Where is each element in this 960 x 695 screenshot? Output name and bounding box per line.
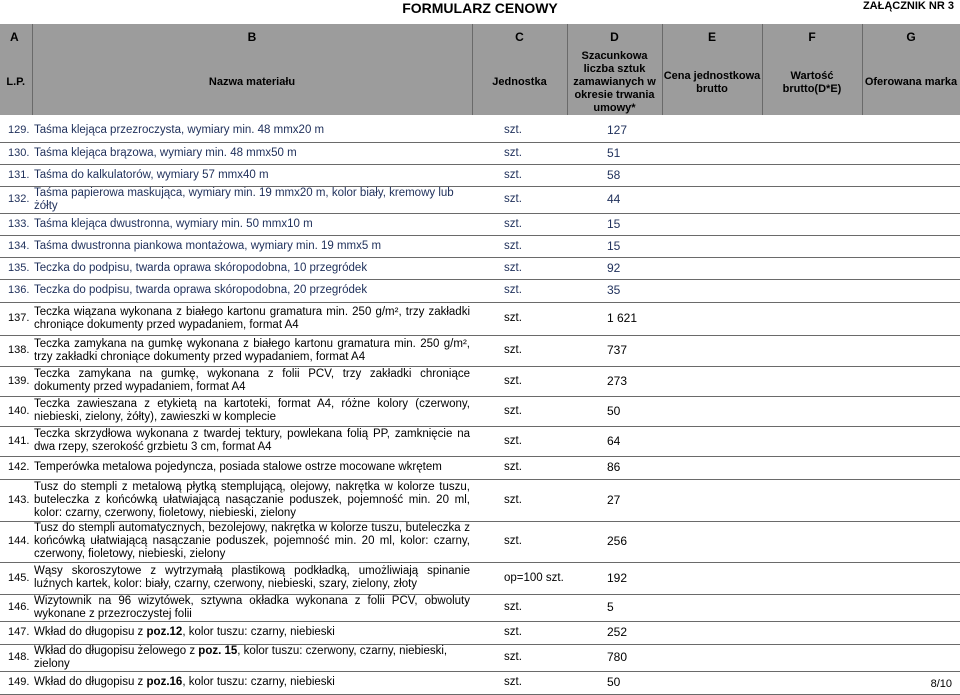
row-unit: szt. bbox=[472, 186, 567, 213]
row-lp: 130. bbox=[0, 142, 32, 164]
row-offered-brand[interactable] bbox=[862, 257, 960, 279]
row-unit: szt. bbox=[472, 621, 567, 644]
row-offered-brand[interactable] bbox=[862, 479, 960, 521]
row-gross-value[interactable] bbox=[762, 644, 862, 671]
row-offered-brand[interactable] bbox=[862, 279, 960, 302]
row-material-name: Wąsy skoroszytowe z wytrzymałą plastikową podkładką, umożliwiają spinanie luźnych kartek, kolor: biały, czarny, czerwony, niebieski, szary, zielony, złoty bbox=[32, 562, 472, 594]
row-offered-brand[interactable] bbox=[862, 164, 960, 186]
row-estimated-qty: 252 bbox=[567, 621, 662, 644]
row-estimated-qty: 92 bbox=[567, 257, 662, 279]
row-unit-price[interactable] bbox=[662, 335, 762, 366]
row-unit: szt. bbox=[472, 235, 567, 257]
table-row bbox=[0, 213, 960, 235]
col-letter-e: E bbox=[662, 24, 762, 50]
table-row bbox=[0, 142, 960, 164]
row-estimated-qty: 58 bbox=[567, 164, 662, 186]
row-unit-price[interactable] bbox=[662, 521, 762, 562]
row-offered-brand[interactable] bbox=[862, 120, 960, 142]
row-unit-price[interactable] bbox=[662, 186, 762, 213]
row-material-name: Taśma do kalkulatorów, wymiary 57 mmx40 m bbox=[32, 164, 472, 186]
row-unit: szt. bbox=[472, 213, 567, 235]
row-lp: 144. bbox=[0, 521, 32, 562]
table-row bbox=[0, 186, 960, 213]
table-row bbox=[0, 479, 960, 521]
col-header-gross-value: Wartość brutto(D*E) bbox=[762, 50, 862, 115]
row-unit: szt. bbox=[472, 120, 567, 142]
row-unit-price[interactable] bbox=[662, 671, 762, 694]
row-unit: szt. bbox=[472, 521, 567, 562]
position-reference: poz. 15 bbox=[198, 644, 238, 657]
row-material-name: Teczka wiązana wykonana z białego kartonu gramatura min. 250 g/m², trzy zakładki chroniące dokumenty przed wypadaniem, format A4 bbox=[32, 302, 472, 335]
table-row bbox=[0, 671, 960, 694]
row-material-name: Teczka do podpisu, twarda oprawa skóropodobna, 10 przegródek bbox=[32, 257, 472, 279]
row-material-name: Tusz do stempli z metalową płytką stemplującą, olejowy, nakrętka w kolorze tuszu, buteleczka z końcówką ułatwiającą nasączanie poduszek, pojemność min. 20 ml, kolor: czarny, czerwony, fioletowy, niebieski, zielony bbox=[32, 479, 472, 521]
row-unit-price[interactable] bbox=[662, 644, 762, 671]
col-header-name: Nazwa materiału bbox=[32, 50, 472, 115]
name-part: , kolor tuszu: czarny, niebieski bbox=[182, 676, 335, 688]
row-lp: 139. bbox=[0, 366, 32, 396]
table-row bbox=[0, 521, 960, 562]
row-unit: szt. bbox=[472, 456, 567, 479]
row-lp: 147. bbox=[0, 621, 32, 644]
row-gross-value[interactable] bbox=[762, 562, 862, 594]
column-letters-row bbox=[0, 24, 960, 50]
row-lp: 141. bbox=[0, 426, 32, 456]
row-offered-brand[interactable] bbox=[862, 621, 960, 644]
row-gross-value[interactable] bbox=[762, 671, 862, 694]
name-part: , kolor tuszu: czarny, niebieski bbox=[182, 626, 335, 638]
table-row bbox=[0, 257, 960, 279]
row-unit-price[interactable] bbox=[662, 120, 762, 142]
row-offered-brand[interactable] bbox=[862, 456, 960, 479]
row-lp: 140. bbox=[0, 396, 32, 426]
col-letter-d: D bbox=[567, 24, 662, 50]
row-gross-value[interactable] bbox=[762, 426, 862, 456]
row-unit: szt. bbox=[472, 335, 567, 366]
row-gross-value[interactable] bbox=[762, 479, 862, 521]
row-estimated-qty: 780 bbox=[567, 644, 662, 671]
row-unit: szt. bbox=[472, 142, 567, 164]
row-estimated-qty: 50 bbox=[567, 671, 662, 694]
row-unit: szt. bbox=[472, 279, 567, 302]
row-offered-brand[interactable] bbox=[862, 142, 960, 164]
row-gross-value[interactable] bbox=[762, 164, 862, 186]
row-estimated-qty: 5 bbox=[567, 594, 662, 621]
row-unit-price[interactable] bbox=[662, 213, 762, 235]
row-estimated-qty: 64 bbox=[567, 426, 662, 456]
row-gross-value[interactable] bbox=[762, 456, 862, 479]
row-estimated-qty: 127 bbox=[567, 120, 662, 142]
row-estimated-qty: 27 bbox=[567, 479, 662, 521]
row-material-name: Temperówka metalowa pojedyncza, posiada stalowe ostrze mocowane wkrętem bbox=[32, 456, 472, 479]
row-offered-brand[interactable] bbox=[862, 186, 960, 213]
table-row bbox=[0, 335, 960, 366]
row-estimated-qty: 1 621 bbox=[567, 302, 662, 335]
col-header-lp: L.P. bbox=[0, 50, 32, 115]
row-gross-value[interactable] bbox=[762, 302, 862, 335]
row-estimated-qty: 51 bbox=[567, 142, 662, 164]
row-unit: szt. bbox=[472, 671, 567, 694]
table-row bbox=[0, 644, 960, 671]
row-lp: 133. bbox=[0, 213, 32, 235]
row-estimated-qty: 737 bbox=[567, 335, 662, 366]
row-unit: szt. bbox=[472, 164, 567, 186]
position-reference: poz.12 bbox=[146, 626, 183, 638]
row-gross-value[interactable] bbox=[762, 213, 862, 235]
row-unit-price[interactable] bbox=[662, 621, 762, 644]
row-unit: szt. bbox=[472, 396, 567, 426]
row-unit-price[interactable] bbox=[662, 594, 762, 621]
row-material-name bbox=[32, 671, 472, 694]
row-estimated-qty: 256 bbox=[567, 521, 662, 562]
row-material-name: Teczka skrzydłowa wykonana z twardej tektury, powlekana folią PP, zamknięcie na dwa rzepy, szerokość grzbietu 3 cm, format A4 bbox=[32, 426, 472, 456]
row-estimated-qty: 15 bbox=[567, 235, 662, 257]
row-unit: szt. bbox=[472, 257, 567, 279]
row-unit-price[interactable] bbox=[662, 456, 762, 479]
row-unit: szt. bbox=[472, 366, 567, 396]
row-lp: 146. bbox=[0, 594, 32, 621]
row-gross-value[interactable] bbox=[762, 186, 862, 213]
row-gross-value[interactable] bbox=[762, 521, 862, 562]
row-unit-price[interactable] bbox=[662, 479, 762, 521]
row-material-name: Wizytownik na 96 wizytówek, sztywna okładka wykonana z folii PCV, obwoluty wykonane z przezroczystej folii bbox=[34, 594, 470, 620]
row-unit-price[interactable] bbox=[662, 562, 762, 594]
row-offered-brand[interactable] bbox=[862, 335, 960, 366]
column-names-row bbox=[0, 50, 960, 115]
table-row bbox=[0, 235, 960, 257]
row-unit-price[interactable] bbox=[662, 396, 762, 426]
row-estimated-qty: 192 bbox=[567, 562, 662, 594]
row-offered-brand[interactable] bbox=[862, 213, 960, 235]
row-lp: 142. bbox=[0, 456, 32, 479]
row-gross-value[interactable] bbox=[762, 279, 862, 302]
price-form-table bbox=[0, 24, 960, 695]
table-body bbox=[0, 120, 960, 694]
row-offered-brand[interactable] bbox=[862, 426, 960, 456]
row-lp: 138. bbox=[0, 335, 32, 366]
row-offered-brand[interactable] bbox=[862, 396, 960, 426]
row-lp: 131. bbox=[0, 164, 32, 186]
row-lp: 129. bbox=[0, 120, 32, 142]
table-row bbox=[0, 366, 960, 396]
row-material-name: Taśma klejąca przezroczysta, wymiary min. 48 mmx20 m bbox=[32, 120, 472, 142]
col-letter-g: G bbox=[862, 24, 960, 50]
row-unit-price[interactable] bbox=[662, 302, 762, 335]
page-number: 8/10 bbox=[930, 678, 952, 690]
col-header-unit-price: Cena jednostkowa brutto bbox=[662, 50, 762, 115]
table-row bbox=[0, 279, 960, 302]
table-row bbox=[0, 426, 960, 456]
row-offered-brand[interactable] bbox=[862, 235, 960, 257]
row-unit: szt. bbox=[472, 302, 567, 335]
row-estimated-qty: 50 bbox=[567, 396, 662, 426]
row-lp: 132. bbox=[0, 186, 32, 213]
name-part: , kolor tuszu: czerwony, czarny, niebieski, zielony bbox=[34, 644, 448, 670]
row-estimated-qty: 86 bbox=[567, 456, 662, 479]
table-row bbox=[0, 594, 960, 621]
row-gross-value[interactable] bbox=[762, 257, 862, 279]
row-gross-value[interactable] bbox=[762, 235, 862, 257]
row-gross-value[interactable] bbox=[762, 396, 862, 426]
row-unit: szt. bbox=[472, 644, 567, 671]
row-material-name: Tusz do stempli automatycznych, bezolejowy, nakrętka w kolorze tuszu, buteleczka z końcówką ułatwiającą nasączanie poduszek, pojemność min. 20 ml, kolor: czarny, czerwony, fioletowy, niebieski, zielony bbox=[34, 522, 470, 560]
row-offered-brand[interactable] bbox=[862, 562, 960, 594]
row-lp: 145. bbox=[0, 562, 32, 594]
row-material-name: Taśma klejąca dwustronna, wymiary min. 50 mmx10 m bbox=[32, 213, 472, 235]
col-letter-b: B bbox=[32, 24, 472, 50]
col-header-estimated-qty: Szacunkowa liczba sztuk zamawianych w okresie trwania umowy* bbox=[567, 50, 662, 115]
row-estimated-qty: 273 bbox=[567, 366, 662, 396]
row-material-name: Taśma dwustronna piankowa montażowa, wymiary min. 19 mmx5 m bbox=[32, 235, 472, 257]
table-row bbox=[0, 164, 960, 186]
col-header-unit: Jednostka bbox=[472, 50, 567, 115]
row-material-name: Teczka zawieszana z etykietą na kartoteki, format A4, różne kolory (czerwony, niebieski, zielony, żółty), zawieszki w komplecie bbox=[32, 396, 472, 426]
table-row bbox=[0, 456, 960, 479]
row-unit: szt. bbox=[472, 479, 567, 521]
table-row bbox=[0, 120, 960, 142]
row-lp: 137. bbox=[0, 302, 32, 335]
row-unit: szt. bbox=[472, 594, 567, 621]
row-material-name: Teczka do podpisu, twarda oprawa skóropodobna, 20 przegródek bbox=[32, 279, 472, 302]
row-lp: 149. bbox=[0, 671, 32, 694]
row-gross-value[interactable] bbox=[762, 120, 862, 142]
row-unit-price[interactable] bbox=[662, 235, 762, 257]
row-offered-brand[interactable] bbox=[862, 366, 960, 396]
row-unit-price[interactable] bbox=[662, 426, 762, 456]
col-header-brand: Oferowana marka bbox=[862, 50, 960, 115]
row-offered-brand[interactable] bbox=[862, 302, 960, 335]
row-gross-value[interactable] bbox=[762, 594, 862, 621]
col-letter-f: F bbox=[762, 24, 862, 50]
name-part: Wkład do długopisu żelowego z bbox=[34, 644, 199, 657]
row-gross-value[interactable] bbox=[762, 335, 862, 366]
row-gross-value[interactable] bbox=[762, 621, 862, 644]
row-unit-price[interactable] bbox=[662, 142, 762, 164]
row-offered-brand[interactable] bbox=[862, 644, 960, 671]
table-row bbox=[0, 302, 960, 335]
name-part: Wkład do długopisu z bbox=[34, 676, 147, 688]
row-unit-price[interactable] bbox=[662, 279, 762, 302]
row-gross-value[interactable] bbox=[762, 142, 862, 164]
row-material-name bbox=[32, 644, 472, 671]
row-lp: 143. bbox=[0, 479, 32, 521]
row-material-name bbox=[32, 621, 472, 644]
row-lp: 148. bbox=[0, 644, 32, 671]
row-gross-value[interactable] bbox=[762, 366, 862, 396]
annex-label: ZAŁĄCZNIK NR 3 bbox=[862, 0, 954, 12]
row-material-name: Taśma papierowa maskująca, wymiary min. 19 mmx20 m, kolor biały, kremowy lub żółty bbox=[32, 186, 472, 213]
row-estimated-qty: 44 bbox=[567, 186, 662, 213]
row-estimated-qty: 15 bbox=[567, 213, 662, 235]
row-unit-price[interactable] bbox=[662, 366, 762, 396]
row-offered-brand[interactable] bbox=[862, 594, 960, 621]
row-unit-price[interactable] bbox=[662, 257, 762, 279]
form-title: FORMULARZ CENOWY bbox=[402, 0, 558, 16]
row-lp: 135. bbox=[0, 257, 32, 279]
row-unit: op=100 szt. bbox=[472, 562, 567, 594]
row-unit-price[interactable] bbox=[662, 164, 762, 186]
row-material-name: Teczka zamykana na gumkę wykonana z białego kartonu gramatura min. 250 g/m², trzy zakładki chroniące dokumenty przed wypadaniem, format A4 bbox=[32, 335, 472, 366]
row-material-name: Teczka zamykana na gumkę, wykonana z folii PCV, trzy zakładki chroniące dokumenty przed wypadaniem, format A4 bbox=[32, 366, 472, 396]
row-lp: 134. bbox=[0, 235, 32, 257]
table-row bbox=[0, 396, 960, 426]
table-row bbox=[0, 562, 960, 594]
table-row bbox=[0, 621, 960, 644]
position-reference: poz.16 bbox=[146, 676, 183, 688]
col-letter-c: C bbox=[472, 24, 567, 50]
row-estimated-qty: 35 bbox=[567, 279, 662, 302]
row-lp: 136. bbox=[0, 279, 32, 302]
col-letter-a: A bbox=[0, 24, 32, 50]
row-material-name: Taśma klejąca brązowa, wymiary min. 48 mmx50 m bbox=[32, 142, 472, 164]
name-part: Wkład do długopisu z bbox=[34, 626, 147, 638]
row-unit: szt. bbox=[472, 426, 567, 456]
row-offered-brand[interactable] bbox=[862, 521, 960, 562]
